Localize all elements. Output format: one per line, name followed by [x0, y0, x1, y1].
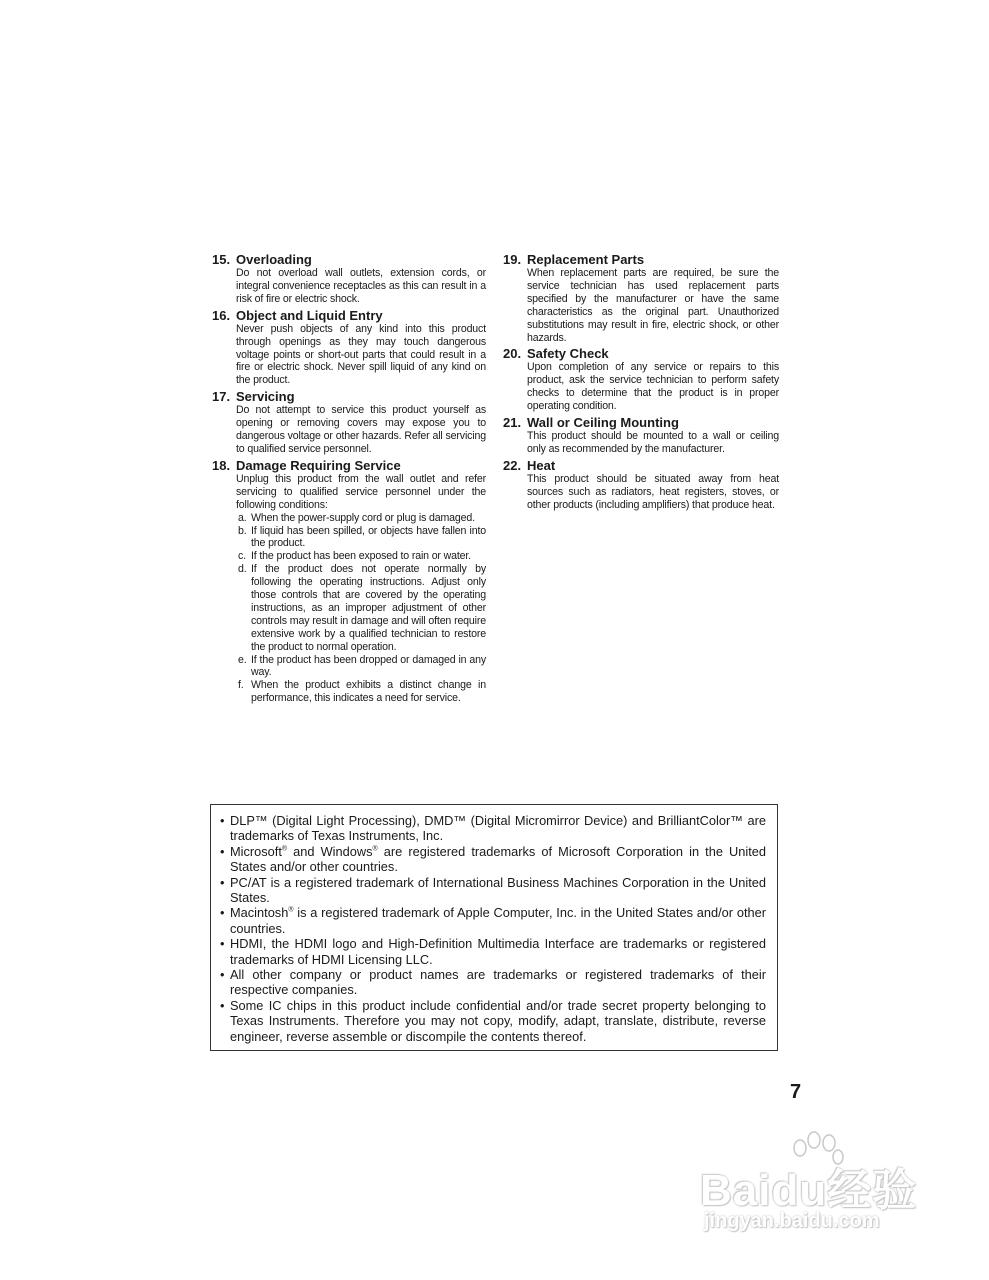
- left-column: [212, 252, 486, 707]
- item-number: 17.: [212, 389, 231, 405]
- trademark-text: Some IC chips in this product include confidential and/or trade secret property belonging to Texas Instruments. Therefore you may not copy, modify, adapt, translate, distribute, reverse engineer, reverse assemble or discompile the contents thereof.: [230, 997, 766, 1044]
- condition-item: [236, 525, 486, 551]
- item-body: When replacement parts are required, be sure the service technician has used replacement parts specified by the manufacturer or have the same characteristics as the original part. Unauthorized substitutions may result in fire, electric shock, or other hazards.: [527, 267, 779, 344]
- trademark-item-pcat: [222, 875, 766, 906]
- trademark-item-hdmi: [222, 936, 766, 967]
- trademark-text: HDMI, the HDMI logo and High-Definition Multimedia Interface are trademarks or registered trademarks of HDMI Licensing LLC.: [230, 936, 766, 967]
- trademark-text: and Windows: [287, 843, 373, 859]
- item-heading: [212, 308, 486, 323]
- registered-mark: ®: [288, 907, 294, 915]
- item-body: Upon completion of any service or repairs to this product, ask the service technician to perform safety checks to determine that the product is in proper operating condition.: [527, 361, 779, 413]
- safety-item-15: [212, 252, 486, 306]
- condition-text: If liquid has been spilled, or objects have fallen into the product.: [251, 524, 486, 550]
- trademark-text: All other company or product names are trademarks or registered trademarks of their respective companies.: [230, 967, 766, 998]
- item-number: 18.: [212, 457, 231, 473]
- trademark-text: DLP™ (Digital Light Processing), DMD™ (Digital Micromirror Device) and BrilliantColor™ are trademarks of Texas Instruments, Inc.: [230, 813, 766, 844]
- trademark-item-other: [222, 967, 766, 998]
- bullet: •: [220, 843, 225, 859]
- registered-mark: ®: [281, 845, 288, 853]
- condition-text: If the product has been dropped or damaged in any way.: [251, 653, 486, 679]
- item-body: Do not attempt to service this product yourself as opening or removing covers may expose you to dangerous voltage or other hazards. Refer all servicing to qualified service personnel.: [236, 404, 486, 455]
- condition-item: [236, 563, 486, 653]
- condition-item: [236, 512, 486, 525]
- item-body: Never push objects of any kind into this product through openings as they may touch dangerous voltage points or short-out parts that could result in a fire or electric shock. Never spill liquid of any kind on the product.: [236, 322, 486, 387]
- item-title: Servicing: [236, 389, 295, 405]
- item-title: Heat: [527, 457, 556, 473]
- item-heading: [503, 252, 779, 267]
- registered-mark: ®: [372, 845, 378, 853]
- item-title: Safety Check: [527, 346, 609, 362]
- trademark-list: [222, 813, 766, 1044]
- item-body: This product should be mounted to a wall or ceiling only as recommended by the manufacturer.: [527, 430, 779, 455]
- condition-letter: c.: [238, 550, 246, 563]
- item-number: 19.: [503, 252, 522, 267]
- condition-item: [236, 550, 486, 563]
- trademark-text: Microsoft: [230, 843, 282, 859]
- item-title: Object and Liquid Entry: [236, 307, 383, 323]
- condition-text: When the power-supply cord or plug is damaged.: [251, 511, 475, 524]
- safety-item-16: [212, 308, 486, 388]
- item-title: Wall or Ceiling Mounting: [527, 415, 679, 431]
- condition-text: If the product does not operate normally by following the operating instructions. Adjust only those controls that are covered by the operating instructions, as an improper adjustment of other controls may result in damage and will often require extensive work by a qualified technician to restore the product to normal operation.: [251, 563, 486, 653]
- safety-item-17: [212, 389, 486, 456]
- condition-item: [236, 679, 486, 705]
- item-number: 22.: [503, 457, 522, 473]
- item-number: 16.: [212, 307, 231, 323]
- safety-item-21: [503, 415, 779, 456]
- item-title: Damage Requiring Service: [236, 457, 401, 473]
- watermark-url: jingyan.baidu.com: [704, 1210, 880, 1232]
- bullet: •: [220, 813, 225, 828]
- bullet: •: [220, 905, 225, 921]
- condition-letter: e.: [238, 653, 247, 666]
- item-body: Unplug this product from the wall outlet and refer servicing to qualified service personnel under the following conditions:: [236, 472, 486, 511]
- item-number: 20.: [503, 346, 522, 362]
- trademark-text: are registered trademarks of Microsoft Corporation in the United States and/or other countries.: [230, 843, 767, 875]
- bullet: •: [220, 936, 225, 952]
- item-body: This product should be situated away from heat sources such as radiators, heat registers, stoves, or other products (including amplifiers) that produce heat.: [527, 472, 779, 511]
- safety-item-20: [503, 346, 779, 413]
- trademark-text: Macintosh: [230, 905, 289, 921]
- item-heading: [503, 458, 779, 473]
- item-number: 21.: [503, 415, 522, 431]
- watermark-brand: Baidu经验: [700, 1166, 918, 1215]
- trademark-text: PC/AT is a registered trademark of International Business Machines Corporation in the United States.: [230, 874, 766, 906]
- condition-letter: a.: [238, 511, 247, 524]
- trademark-notice-box: [210, 804, 778, 1051]
- item-title: Replacement Parts: [527, 252, 645, 267]
- bullet: •: [220, 874, 225, 890]
- condition-letter: d.: [238, 563, 247, 576]
- trademark-item-ic-chips: [222, 998, 766, 1044]
- item-heading: [212, 458, 486, 473]
- bullet: •: [220, 967, 225, 983]
- trademark-item-dlp: [222, 813, 766, 844]
- trademark-item-macintosh: [222, 905, 766, 936]
- condition-letter: f.: [238, 679, 244, 692]
- item-body: Do not overload wall outlets, extension cords, or integral convenience receptacles as this can result in a risk of fire or electric shock.: [236, 267, 486, 305]
- trademark-text: is a registered trademark of Apple Computer, Inc. in the United States and/or other countries.: [230, 905, 766, 936]
- safety-item-19: [503, 252, 779, 344]
- condition-list: [212, 512, 486, 706]
- item-heading: [503, 346, 779, 361]
- page-number: 7: [790, 1081, 802, 1103]
- safety-item-22: [503, 458, 779, 512]
- item-heading: [212, 389, 486, 404]
- condition-text: When the product exhibits a distinct change in performance, this indicates a need for service.: [251, 679, 486, 705]
- right-column: [503, 252, 779, 514]
- item-heading: [503, 415, 779, 430]
- bullet: •: [220, 997, 225, 1013]
- item-heading: [212, 252, 486, 267]
- condition-letter: b.: [238, 524, 247, 537]
- trademark-item-microsoft: [222, 844, 766, 875]
- item-number: 15.: [212, 252, 231, 267]
- condition-text: If the product has been exposed to rain or water.: [251, 550, 471, 563]
- baidu-jingyan-watermark: [700, 1130, 940, 1240]
- item-title: Overloading: [236, 252, 312, 267]
- safety-item-18: [212, 458, 486, 705]
- condition-item: [236, 654, 486, 680]
